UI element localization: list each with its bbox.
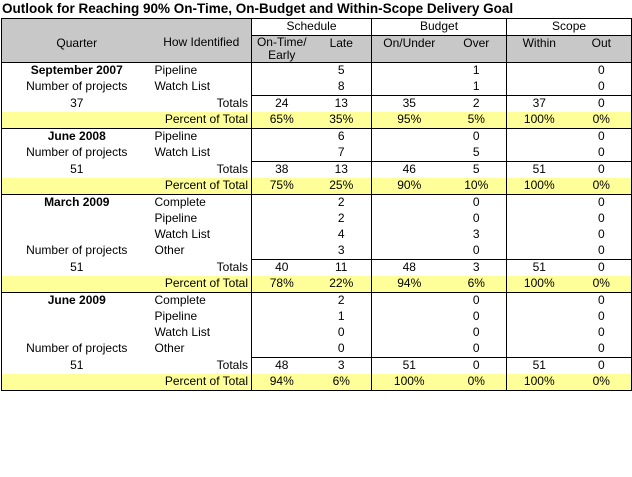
totals-row — [2, 260, 632, 277]
on-under-cell — [372, 227, 447, 243]
late-header: Late — [329, 36, 353, 50]
percent-spacer — [2, 112, 152, 129]
over-cell: 0 — [447, 195, 507, 212]
over-cell: 0 — [472, 243, 480, 257]
percent-row — [2, 112, 632, 129]
out-cell: 0 — [597, 325, 605, 339]
how-identified-cell: Watch List — [154, 325, 211, 339]
out-cell: 0 — [597, 309, 605, 323]
percent-on-under: 100% — [372, 374, 447, 391]
out-cell: 0 — [597, 227, 605, 241]
on-under-cell — [372, 243, 447, 260]
how-identified-cell: Pipeline — [154, 211, 198, 225]
totals-label: Totals — [216, 259, 248, 274]
percent-out: 0% — [592, 178, 610, 192]
totals-row — [2, 96, 632, 113]
percent-on-under: 90% — [372, 178, 447, 195]
over-cell: 0 — [472, 325, 480, 339]
late-cell: 1 — [337, 309, 345, 323]
total-on-under: 51 — [372, 358, 447, 375]
how-identified-cell: Pipeline — [154, 309, 198, 323]
percent-on-time: 94% — [252, 374, 312, 391]
late-cell: 4 — [337, 227, 345, 241]
percent-label: Percent of Total — [164, 178, 248, 192]
within-cell — [507, 211, 572, 227]
percent-label: Percent of Total — [164, 276, 248, 290]
quarter-label: June 2009 — [2, 293, 152, 310]
on-time-cell — [252, 129, 312, 146]
on-under-cell — [372, 145, 447, 162]
table-row — [2, 211, 632, 227]
percent-within: 100% — [507, 112, 572, 129]
on-under-cell — [372, 63, 447, 80]
percent-out: 0% — [592, 374, 610, 388]
how-identified-cell: Complete — [152, 293, 252, 310]
page-title: Outlook for Reaching 90% On-Time, On-Budget and Within-Scope Delivery Goal — [2, 1, 514, 16]
table-row — [2, 341, 632, 358]
percent-out: 0% — [592, 276, 610, 290]
percent-on-under: 95% — [372, 112, 447, 129]
project-count: 37 — [70, 95, 84, 110]
late-cell: 8 — [337, 79, 345, 93]
on-time-cell — [252, 243, 312, 260]
late-cell: 5 — [312, 63, 372, 80]
on-under-cell — [372, 309, 447, 325]
number-of-projects-label: Number of projects — [26, 341, 128, 355]
table-row — [2, 325, 632, 341]
how-identified-header: How Identified — [163, 35, 240, 49]
percent-out: 0% — [592, 112, 610, 126]
within-header: Within — [507, 36, 572, 63]
how-identified-cell: Watch List — [154, 145, 211, 159]
total-on-under: 48 — [372, 260, 447, 277]
percent-label: Percent of Total — [164, 112, 248, 126]
quarter-cell — [2, 211, 152, 227]
how-identified-cell: Complete — [152, 195, 252, 212]
totals-label: Totals — [216, 161, 248, 176]
percent-within: 100% — [507, 276, 572, 293]
totals-label: Totals — [216, 357, 248, 372]
percent-within: 100% — [507, 374, 572, 391]
scope-group-header: Scope — [507, 19, 632, 36]
out-cell: 0 — [572, 293, 632, 310]
percent-over: 0% — [467, 374, 485, 388]
on-time-cell — [252, 79, 312, 96]
total-over: 3 — [447, 260, 507, 277]
out-cell: 0 — [597, 145, 605, 159]
table-row — [2, 243, 632, 260]
table-row — [2, 79, 632, 96]
out-cell: 0 — [597, 341, 605, 355]
total-within: 51 — [507, 358, 572, 375]
late-cell: 0 — [337, 325, 345, 339]
how-identified-cell: Pipeline — [152, 63, 252, 80]
within-cell — [507, 227, 572, 243]
total-out: 0 — [572, 260, 632, 277]
how-identified-cell: Other — [154, 243, 185, 257]
on-time-cell — [252, 309, 312, 325]
number-of-projects-label: Number of projects — [26, 79, 128, 93]
late-cell: 0 — [337, 341, 345, 355]
within-cell — [507, 325, 572, 341]
total-within: 51 — [507, 162, 572, 179]
percent-spacer — [2, 374, 152, 391]
on-under-cell — [372, 293, 447, 310]
over-cell: 3 — [472, 227, 480, 241]
table-row — [2, 129, 632, 146]
totals-row — [2, 162, 632, 179]
project-count: 51 — [70, 161, 84, 176]
table-row — [2, 227, 632, 243]
late-cell: 3 — [337, 243, 345, 257]
within-cell — [507, 129, 572, 146]
out-cell: 0 — [597, 243, 605, 257]
project-count: 51 — [70, 259, 84, 274]
table-row — [2, 195, 632, 212]
quarter-cell — [2, 325, 152, 341]
on-time-cell — [252, 63, 312, 80]
on-time-header: On-Time/ Early — [252, 36, 312, 63]
table-row — [2, 293, 632, 310]
quarter-cell — [2, 227, 152, 243]
out-cell: 0 — [597, 211, 605, 225]
on-under-cell — [372, 79, 447, 96]
on-time-cell — [252, 293, 312, 310]
quarter-label: June 2008 — [2, 129, 152, 146]
total-over: 2 — [447, 96, 507, 113]
project-count: 51 — [70, 357, 84, 372]
total-over: 5 — [447, 162, 507, 179]
over-cell: 1 — [472, 79, 480, 93]
total-on-under: 35 — [372, 96, 447, 113]
percent-on-time: 78% — [252, 276, 312, 293]
table-row — [2, 63, 632, 80]
total-on-time: 24 — [252, 96, 312, 113]
on-under-cell — [372, 341, 447, 358]
quarter-header: Quarter — [56, 35, 98, 50]
total-late: 11 — [312, 260, 372, 277]
total-within: 51 — [507, 260, 572, 277]
how-identified-cell: Pipeline — [152, 129, 252, 146]
on-under-cell — [372, 195, 447, 212]
percent-over: 6% — [467, 276, 485, 290]
out-cell: 0 — [572, 195, 632, 212]
over-cell: 0 — [447, 293, 507, 310]
on-time-cell — [252, 341, 312, 358]
on-time-cell — [252, 195, 312, 212]
out-cell: 0 — [572, 129, 632, 146]
over-header: Over — [463, 36, 490, 50]
on-time-cell — [252, 227, 312, 243]
out-header: Out — [591, 36, 611, 50]
total-late: 3 — [312, 358, 372, 375]
percent-on-under: 94% — [372, 276, 447, 293]
quarter-label: March 2009 — [2, 195, 152, 212]
over-cell: 0 — [472, 341, 480, 355]
how-identified-cell: Watch List — [154, 227, 211, 241]
within-cell — [507, 145, 572, 162]
within-cell — [507, 293, 572, 310]
how-identified-cell: Watch List — [154, 79, 211, 93]
percent-row — [2, 374, 632, 391]
on-under-cell — [372, 129, 447, 146]
on-time-cell — [252, 325, 312, 341]
percent-on-time: 65% — [252, 112, 312, 129]
total-on-under: 46 — [372, 162, 447, 179]
out-cell: 0 — [572, 63, 632, 80]
on-under-cell — [372, 325, 447, 341]
budget-group-header: Budget — [372, 19, 507, 36]
within-cell — [507, 309, 572, 325]
percent-label: Percent of Total — [164, 374, 248, 388]
total-late: 13 — [312, 96, 372, 113]
table-body — [2, 63, 632, 391]
over-cell: 0 — [447, 129, 507, 146]
total-out: 0 — [572, 162, 632, 179]
percent-late: 6% — [332, 374, 350, 388]
over-cell: 5 — [472, 145, 480, 159]
late-cell: 7 — [337, 145, 345, 159]
percent-row — [2, 276, 632, 293]
total-on-time: 38 — [252, 162, 312, 179]
over-cell: 0 — [472, 309, 480, 323]
total-on-time: 48 — [252, 358, 312, 375]
within-cell — [507, 63, 572, 80]
percent-over: 5% — [467, 112, 485, 126]
quarter-label: September 2007 — [2, 63, 152, 80]
total-out: 0 — [572, 358, 632, 375]
percent-late: 35% — [329, 112, 354, 126]
percent-over: 10% — [464, 178, 489, 192]
within-cell — [507, 243, 572, 260]
group-header-row — [2, 19, 632, 36]
percent-spacer — [2, 276, 152, 293]
percent-row — [2, 178, 632, 195]
number-of-projects-label: Number of projects — [26, 145, 128, 159]
total-late: 13 — [312, 162, 372, 179]
over-cell: 1 — [447, 63, 507, 80]
number-of-projects-label: Number of projects — [26, 243, 128, 257]
total-over: 0 — [447, 358, 507, 375]
late-cell: 6 — [312, 129, 372, 146]
on-time-cell — [252, 145, 312, 162]
over-cell: 0 — [472, 211, 480, 225]
total-within: 37 — [507, 96, 572, 113]
total-out: 0 — [572, 96, 632, 113]
percent-late: 25% — [329, 178, 354, 192]
totals-row — [2, 358, 632, 375]
late-cell: 2 — [312, 195, 372, 212]
quarter-cell — [2, 309, 152, 325]
how-identified-cell: Other — [154, 341, 185, 355]
percent-spacer — [2, 178, 152, 195]
delivery-goal-table — [1, 18, 632, 391]
out-cell: 0 — [597, 79, 605, 93]
late-cell: 2 — [312, 293, 372, 310]
on-under-header: On/Under — [372, 36, 447, 63]
on-time-cell — [252, 211, 312, 227]
late-cell: 2 — [337, 211, 345, 225]
percent-late: 22% — [329, 276, 354, 290]
percent-on-time: 75% — [252, 178, 312, 195]
within-cell — [507, 79, 572, 96]
percent-within: 100% — [507, 178, 572, 195]
within-cell — [507, 195, 572, 212]
total-on-time: 40 — [252, 260, 312, 277]
totals-label: Totals — [216, 95, 248, 110]
table-row — [2, 145, 632, 162]
within-cell — [507, 341, 572, 358]
column-header-row — [2, 36, 632, 63]
schedule-group-header: Schedule — [252, 19, 372, 36]
table-row — [2, 309, 632, 325]
on-under-cell — [372, 211, 447, 227]
